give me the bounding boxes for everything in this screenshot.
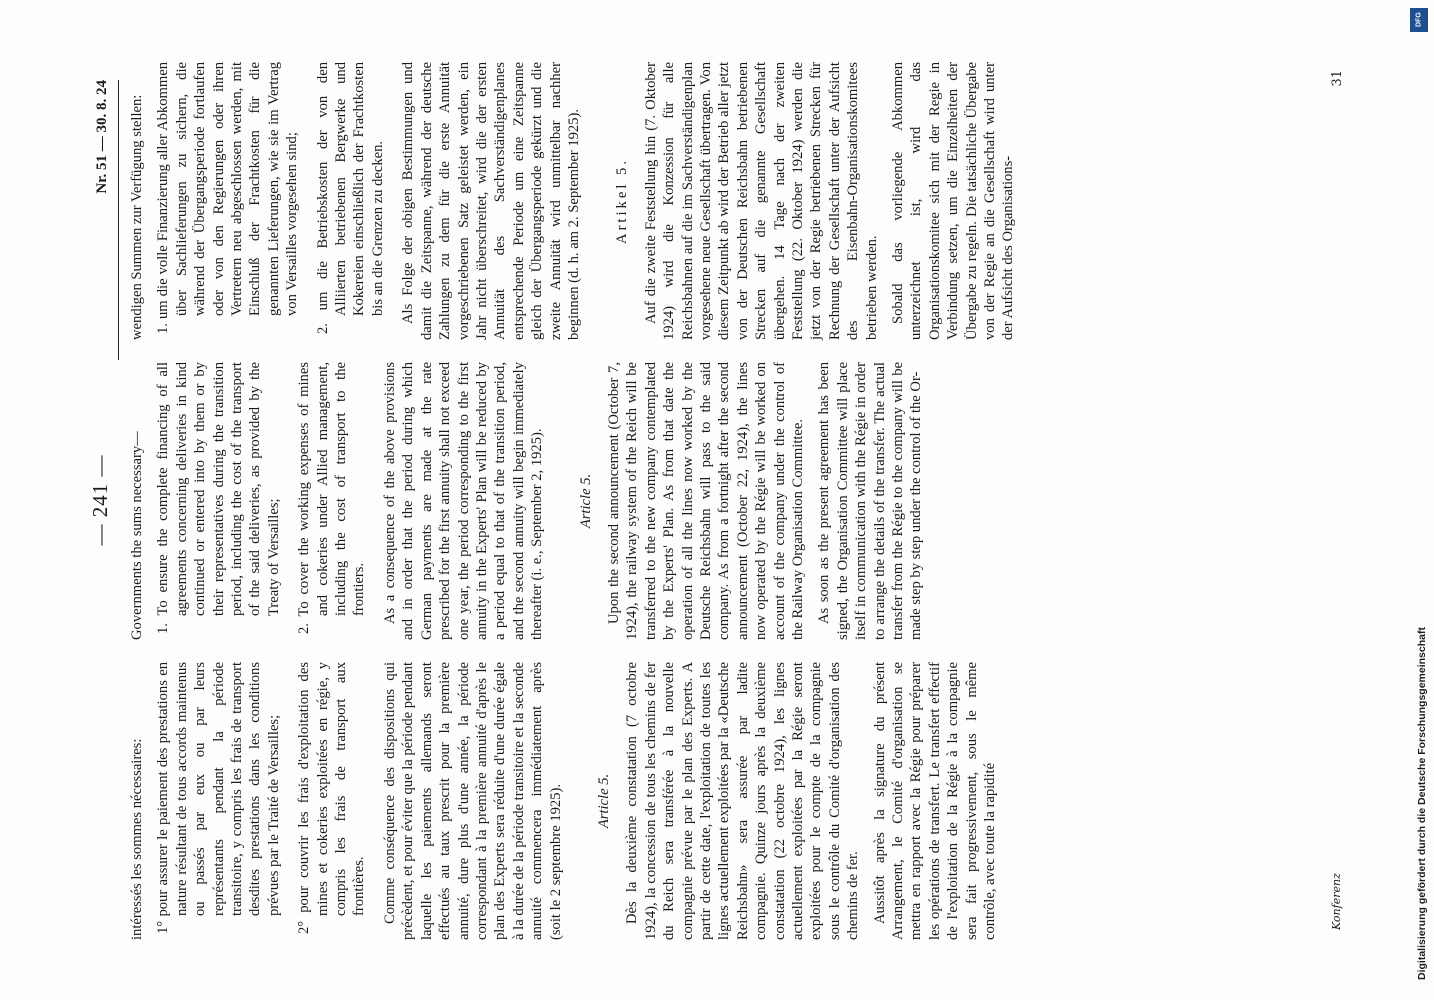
list-item: 1. um die volle Finanzierung aller Abkommen über Sachlieferungen zu sichern, die während der Übergangsperiode fortlaufen oder von den Regierungen oder ihren Vertretern neu abgeschlossen werden, mit Einschluß der Frachtkosten für die genannten Lieferungen, wie sie im Vertrag von Versailles vorgesehen sind; [155,62,301,334]
dfg-logo-icon: DFG [1410,8,1428,32]
footer-sheet-number: 31 [1330,70,1345,87]
english-column [128,362,958,640]
paragraph: Als Folge der obigen Bestimmungen und damit die Zeitspanne, während der deutsche Zahlungen zu dem für die erste Annuität vorgeschriebenen Satz geleistet werden, ein Jahr nicht überschreitet, wird die der ersten Annuität des Sachverständigenplanes entsprechende Periode um eine Zeitspanne gleich der Übergangsperiode gekürzt und die zweite Annuität wird unmittelbar nachher beginnen (d. h. am 2. September 1925). [400,62,582,340]
paragraph: wendigen Summen zur Verfügung stellen: [129,94,145,340]
german-column [128,62,1017,340]
paragraph: intéressés les sommes nécessaires: [129,738,145,940]
page-number: — 241 — [88,454,112,546]
list-item: 2. To cover the working expenses of mines and cokeries under Allied management, including the cost of transport to the frontiers. [296,362,368,634]
article-heading: Article 5. [595,773,612,829]
paragraph: Sobald das vorliegende Abkommen unterzeichnet ist, wird das Organisationskomitee sich mit der Regie in Verbindung setzen, um die Einzelheiten der Übergabe zu regeln. Die tatsächliche Übergabe von der Regie an die Gesellschaft wird unter der Aufsicht des Organisations- [890,62,1017,340]
paragraph: Comme conséquence des dispositions qui précèdent, et pour éviter que la période pendant laquelle les paiements allemands seront effectués au taux prescrit pour la première annuité, dure plus d'une année, la période correspondant à la première annuité d'après le plan des Experts sera réduite d'une durée égale à la durée de la période transitoire et la seconde annuité commencera immédiatement après (soit le 2 septembre 1925). [381,662,564,940]
list-item: 1° pour assurer le paiement des prestations en nature résultant de tous accords maintenus ou passés par eux ou par leurs représentants pendant la période transitoire, y compris les frais de transport desdites prestations dans les conditions prévues par le Traité de Versailles; [155,662,282,934]
issue-label: Nr. 51 — 30. 8. 24 [94,80,110,194]
paragraph: As soon as the present agreement has been signed, the Organisation Committee will place itself in communication with the Régie in order to arrange the details of the transfer. The actual transfer from the Régie to the company will be made step by step under the control of the Or- [816,362,925,640]
paragraph: Dès la deuxième constatation (7 octobre 1924), la concession de tous les chemins de fer du Reich sera transférée à la nouvelle compagnie prévue par le plan des Experts. A partir de cette date, l'exploitation de toutes les lignes actuellement exploitées par la «Deutsche Reichsbahn» sera assurée par ladite compagnie. Quinze jours après la deuxième constatation (22 octobre 1924), les lignes actuellement exploitées par la Régie seront exploitées pour le compte de la compagnie sous le contrôle du Comité d'organisation des chemins de fer. [624,662,862,940]
paragraph: Aussitôt après la signature du présent Arrangement, le Comité d'organisation se mettra en rapport avec la Régie pour préparer les opérations de transfert. Le transfert effectif de l'exploitation de la Régie à la compagnie sera fait progressivement, sous le même contrôle, avec toute la rapidité [871,662,999,940]
paragraph: Governments the sums necessary— [129,431,145,640]
footer-signature: Konferenz [1330,873,1343,930]
article-heading: Artikel 5. [614,158,631,244]
digitization-sidebar [1406,0,1432,1000]
header-rule [118,80,119,360]
list-item: 2° pour couvrir les frais d'exploitation des mines et cokeries exploitées en régie, y compris les frais de transport aux frontières. [296,662,368,934]
article-heading: Article 5. [577,473,594,529]
list-item: 1. To ensure the complete financing of all agreements concerning deliveries in kind continued or entered into by them or by their representatives during the transition period, including the cost of the transport of the said deliveries, as provided by the Treaty of Versailles; [155,362,282,634]
paragraph: As a consequence of the above provisions and in order that the period during which German payments are made at the rate prescribed for the first annuity shall not exceed one year, the period corresponding to the first annuity in the Experts' Plan will be reduced by a period equal to that of the transition period, and the second annuity will begin immediately thereafter (i. e., September 2, 1925). [381,362,546,640]
french-column [128,662,999,940]
paragraph: Auf die zweite Feststellung hin (7. Oktober 1924) wird die Konzession für alle Reichsbahnen auf die im Sachverständigenplan vorgesehene neue Gesellschaft übertragen. Von diesem Zeitpunkt ab wird der Betrieb aller jetzt von der Deutschen Reichsbahn betriebenen Strecken auf die genannte Gesellschaft übergehen. 14 Tage nach der zweiten Feststellung (22. Oktober 1924) werden die jetzt von der Regie betriebenen Strecken für Rechnung der Gesellschaft unter der Aufsicht des Eisenbahn-Organisationskomitees betrieben werden. [642,62,880,340]
funding-notice: Digitalisierung gefördert durch die Deutsche Forschungsgemeinschaft [1416,627,1428,980]
text-columns [128,60,1017,940]
list-item: 2. um die Betriebskosten der von den Alliierten betriebenen Bergwerke und Kokereien einschließlich der Frachtkosten bis an die Grenzen zu decken. [314,62,386,334]
page-header [88,80,122,920]
paragraph: Upon the second announcement (October 7, 1924), the railway system of the Reich will be transferred to the new company contemplated by the Experts' Plan. As from that date the operation of all the lines now worked by the Deutsche Reichsbahn will pass to the said company. As from a fortnight after the second announcement (October 22, 1924), the lines now operated by the Régie will be worked on account of the company under the control of the Railway Organisation Committee. [605,362,806,640]
